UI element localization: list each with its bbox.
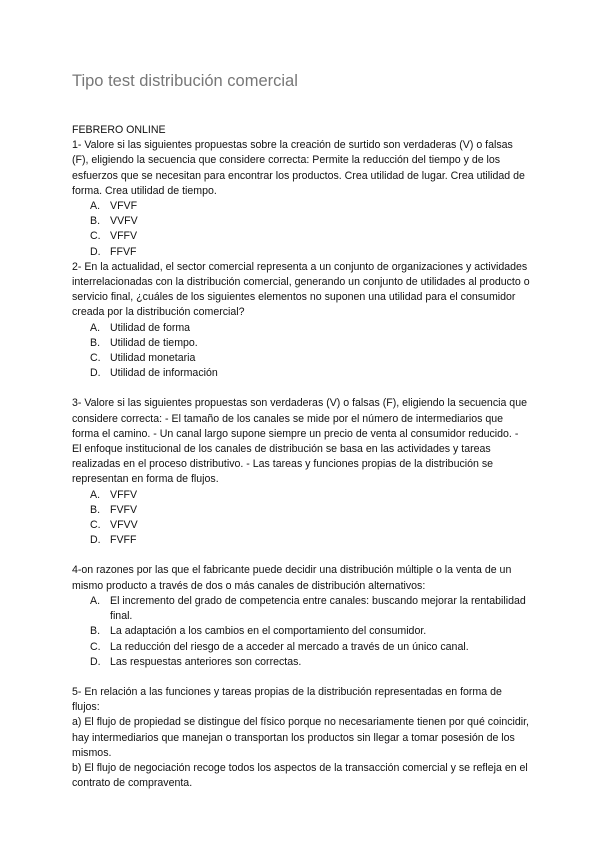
spacer xyxy=(72,670,530,685)
question-1-options xyxy=(72,199,530,260)
question-5-item-b: b) El flujo de negociación recoge todos los aspectos de la transacción comercial y se refleja en el contrato de compraventa. xyxy=(72,761,528,790)
question-2-options xyxy=(72,321,530,382)
option: C. VFVV xyxy=(90,519,138,532)
option: C. VFFV xyxy=(90,230,138,243)
question-3-text: 3- Valore si las siguientes propuestas son verdaderas (V) o falsas (F), eligiendo la secuencia que considere correcta: - El tamaño de los canales se mide por el número de intermediarios que forma el camino. - Un canal largo supone siempre un precio de venta al consumidor reducido. - El enfoque institucional de los canales de distribución se basa en las actividades y tareas realizadas en el proceso distributivo. - Las tareas y funciones propias de la distribución se representan en forma de flujos. xyxy=(72,397,527,486)
option: A. VFFV xyxy=(90,488,138,501)
option: B. VVFV xyxy=(90,215,138,228)
option: D. Las respuestas anteriores son correctas. xyxy=(90,655,302,668)
option: B. FVFV xyxy=(90,503,138,516)
question-5-text: 5- En relación a las funciones y tareas propias de la distribución representadas en forma de flujos: xyxy=(72,685,502,714)
spacer xyxy=(72,381,530,396)
option: C. La reducción del riesgo de a acceder al mercado a través de un único canal. xyxy=(90,640,469,653)
option: B. Utilidad de tiempo. xyxy=(90,336,198,349)
question-5-item-a: a) El flujo de propiedad se distingue del físico porque no necesariamente tienen por qué coincidir, hay intermediarios que manejan o transportan los productos sin llegar a tomar posesión de los mismos. xyxy=(72,716,529,759)
option: A. VFVF xyxy=(90,200,138,213)
option: D. FVFF xyxy=(90,534,137,547)
question-1-text: 1- Valore si las siguientes propuestas sobre la creación de surtido son verdaderas (V) o falsas (F), eligiendo la secuencia que considere correcta: Permite la reducción del tiempo y de los esfuerzos que se necesitan para encontrar los productos. Crea utilidad de lugar. Crea utilidad de forma. Crea utilidad de tiempo. xyxy=(72,139,525,197)
section-heading: FEBRERO ONLINE xyxy=(72,124,166,136)
option: D. FFVF xyxy=(90,245,137,258)
option: A. El incremento del grado de competencia entre canales: buscando mejorar la rentabilidad final. xyxy=(90,594,526,623)
option: A. Utilidad de forma xyxy=(90,321,191,334)
question-2-text: 2- En la actualidad, el sector comercial representa a un conjunto de organizaciones y actividades interrelacionadas con la distribución comercial, generando un conjunto de utilidades al producto o servicio final, ¿cuáles de los siguientes elementos no suponen una utilidad para el consumidor creada por la distribución comercial? xyxy=(72,260,530,319)
option: B. La adaptación a los cambios en el comportamiento del consumidor. xyxy=(90,625,427,638)
option: C. Utilidad monetaria xyxy=(90,352,196,365)
document-title: Tipo test distribución comercial xyxy=(72,72,298,90)
document-body xyxy=(72,123,530,791)
spacer xyxy=(72,548,530,563)
question-4-options xyxy=(72,594,530,670)
question-4-text: 4-on razones por las que el fabricante puede decidir una distribución múltiple o la venta de un mismo producto a través de dos o más canales de distribución alternativos: xyxy=(72,564,512,592)
question-3-options xyxy=(72,488,530,549)
option: D. Utilidad de información xyxy=(90,367,218,380)
